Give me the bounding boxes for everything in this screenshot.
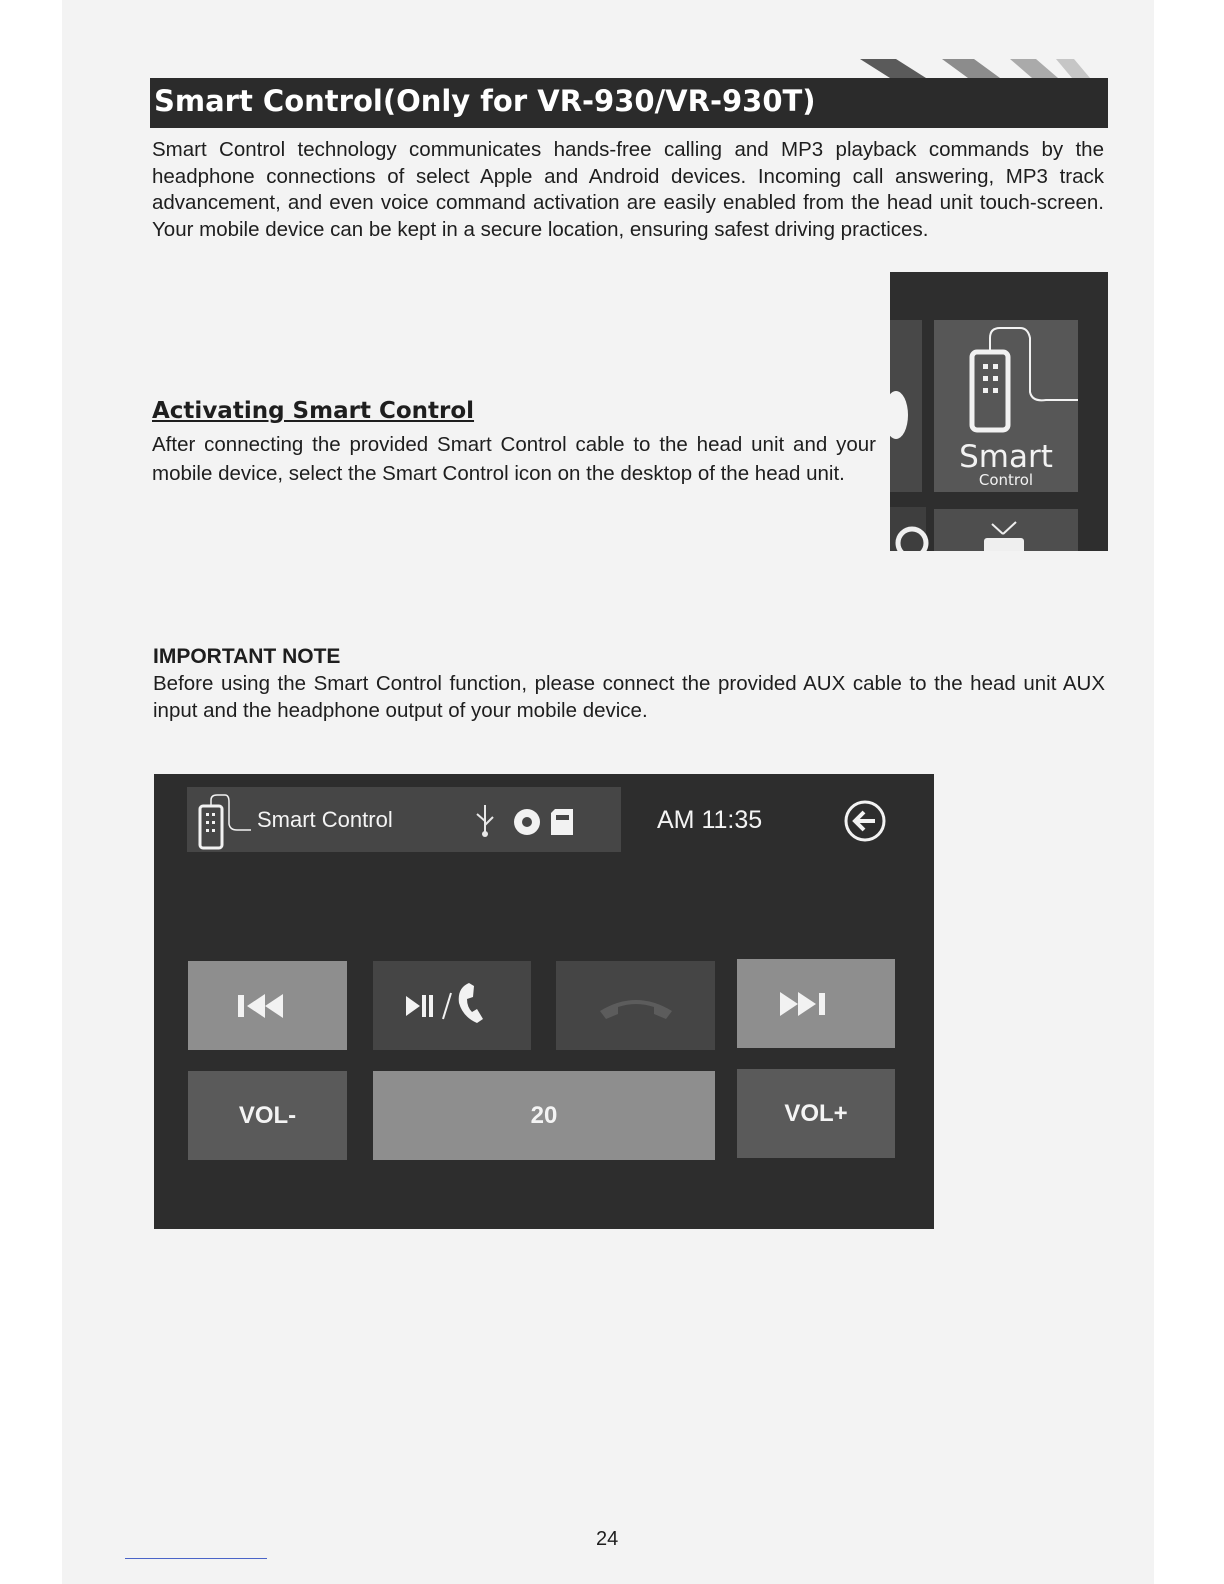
status-icons bbox=[469, 801, 593, 839]
desktop-screenshot-graphic bbox=[890, 272, 1108, 551]
intro-paragraph: Smart Control technology communicates hands-free calling and MP3 playback commands by the headphone connections of select Apple and Android devices. Incoming call answering, MP3 track advancement, and even voice command activation are easily enabled from the head unit touch-screen. Your mobile device can be kept in a secure location, ensuring safest driving practices. bbox=[152, 138, 1104, 241]
volume-up-button[interactable] bbox=[737, 1069, 895, 1158]
back-button[interactable] bbox=[842, 798, 888, 844]
volume-up-label: VOL+ bbox=[784, 1099, 848, 1127]
volume-down-label: VOL- bbox=[238, 1101, 297, 1129]
desktop-screenshot bbox=[890, 272, 1108, 551]
page-number: 24 bbox=[596, 1528, 619, 1550]
footer-rule bbox=[125, 1558, 267, 1559]
banner-stripe-decoration bbox=[850, 56, 1110, 82]
activating-paragraph: After connecting the provided Smart Control cable to the head unit and your mobile device, select the Smart Control icon on the desktop of the head unit. bbox=[152, 433, 876, 485]
previous-track-button[interactable] bbox=[188, 961, 347, 1050]
clock-display: AM 11:35 bbox=[657, 806, 763, 834]
section-banner bbox=[150, 78, 1108, 128]
important-note-heading: IMPORTANT NOTE bbox=[153, 645, 341, 668]
next-track-button[interactable] bbox=[737, 959, 895, 1048]
volume-level bbox=[373, 1071, 715, 1160]
sd-card-icon bbox=[551, 809, 573, 835]
play-pause-call-button[interactable] bbox=[373, 961, 531, 1050]
play-pause-call-icon bbox=[373, 961, 531, 1050]
hang-up-button[interactable] bbox=[556, 961, 715, 1050]
smart-tile-label: Smart bbox=[959, 439, 1053, 475]
screen-title: Smart Control bbox=[257, 807, 393, 832]
usb-icon bbox=[477, 805, 493, 837]
activating-heading: Activating Smart Control bbox=[152, 398, 475, 424]
volume-down-button[interactable] bbox=[188, 1071, 347, 1160]
smart-control-screen bbox=[154, 774, 934, 1229]
page-left-margin bbox=[0, 0, 62, 1584]
important-note-paragraph: Before using the Smart Control function, please connect the provided AUX cable to the head unit AUX input and the headphone output of your mobile device. bbox=[153, 672, 1105, 722]
smart-tile-sublabel: Control bbox=[978, 471, 1034, 489]
disc-icon bbox=[514, 809, 540, 835]
phone-cable-icon bbox=[197, 792, 257, 850]
status-bar bbox=[187, 787, 621, 852]
previous-track-icon bbox=[188, 961, 347, 1050]
hang-up-icon bbox=[556, 961, 715, 1050]
section-title: Smart Control(Only for VR-930/VR-930T) bbox=[154, 84, 816, 118]
next-track-icon bbox=[737, 959, 895, 1048]
volume-value: 20 bbox=[530, 1101, 558, 1129]
page-right-margin bbox=[1154, 0, 1224, 1584]
